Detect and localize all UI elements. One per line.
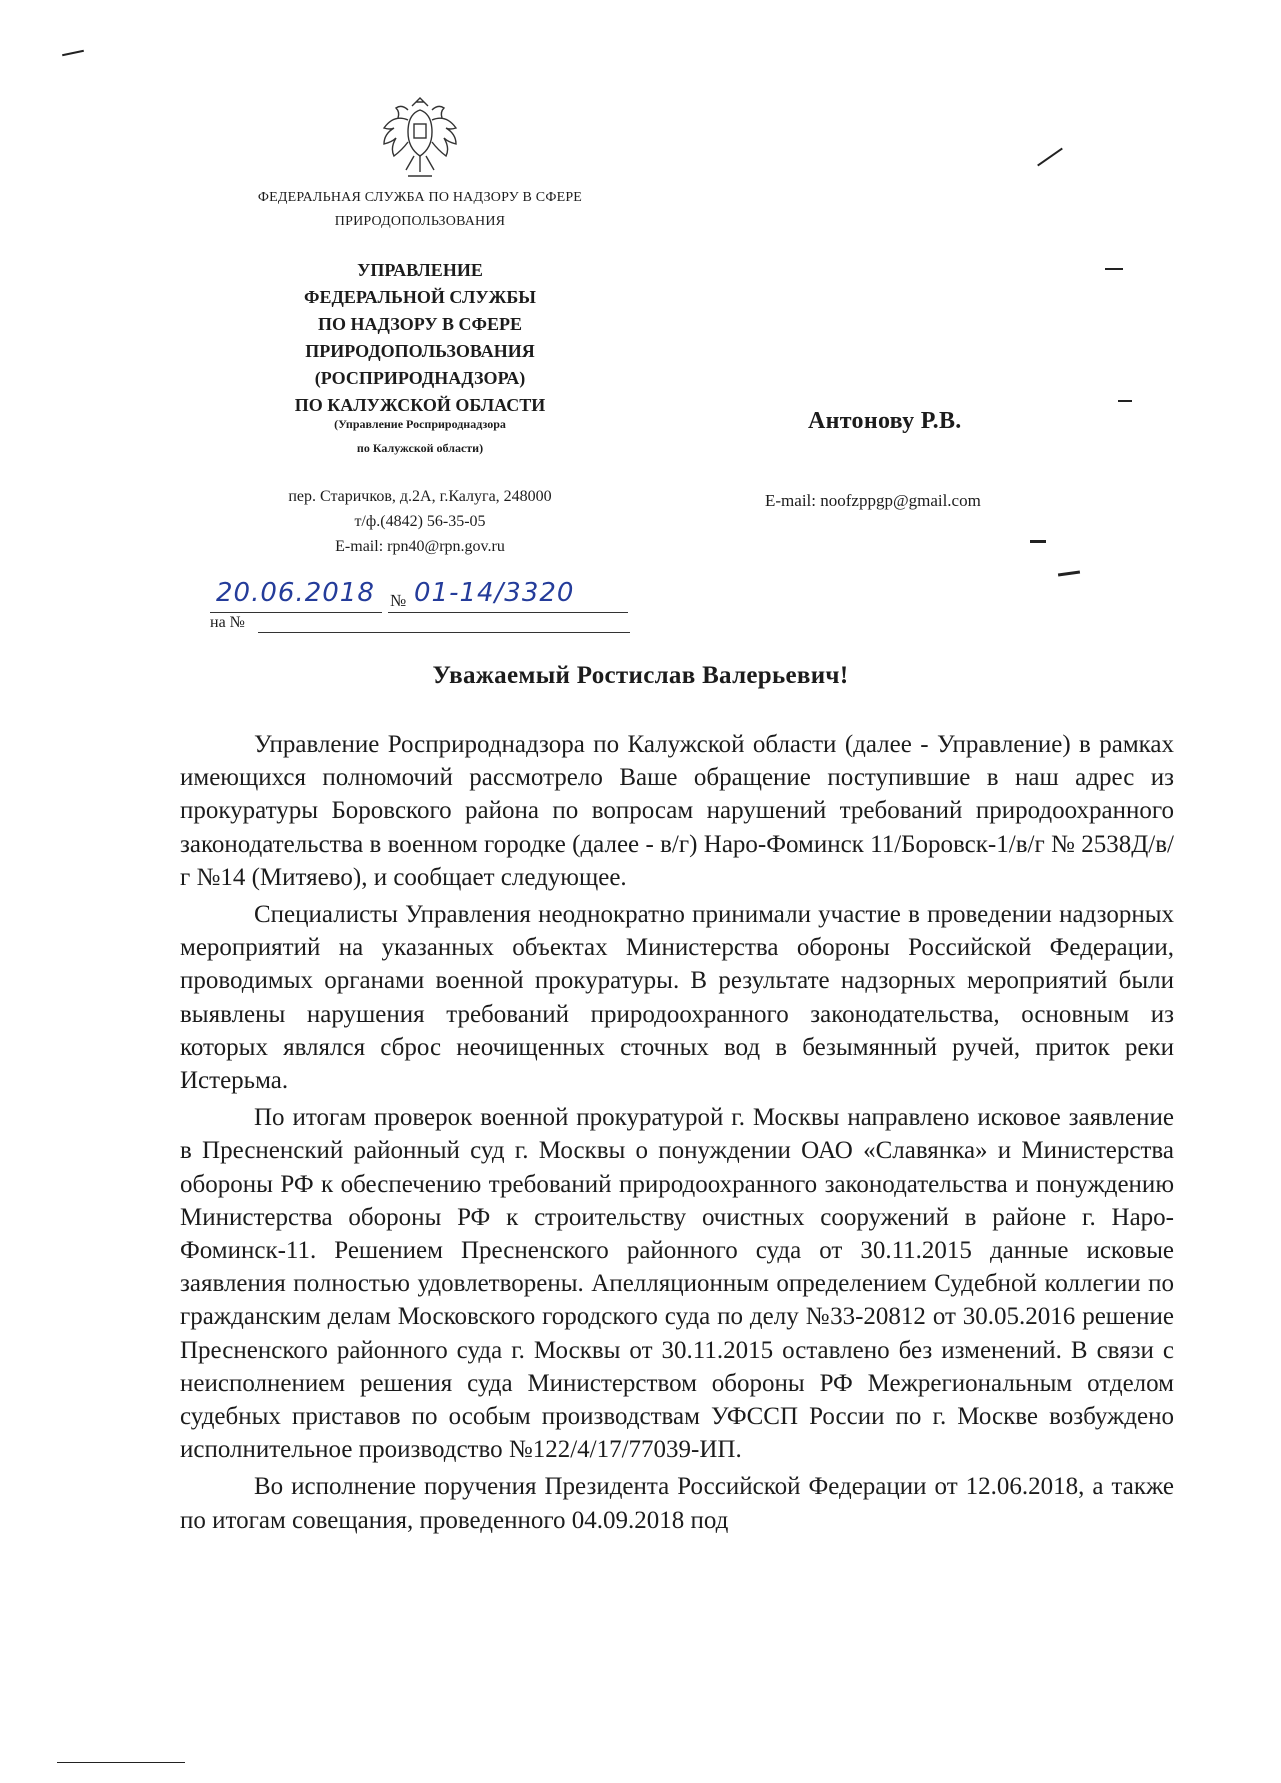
recipient-name: Антонову Р.В.	[808, 408, 962, 434]
department-line: ПО НАДЗОРУ В СФЕРЕ	[317, 314, 523, 334]
scan-speck	[1037, 148, 1063, 167]
letter-body	[180, 728, 1174, 1541]
in-reply-label: на №	[210, 614, 245, 631]
department-short-line: (Управление Росприроднадзора	[334, 417, 506, 431]
department-line: ПРИРОДОПОЛЬЗОВАНИЯ	[305, 341, 535, 361]
department-short-line: по Калужской области)	[356, 441, 484, 455]
phone-line: т/ф.(4842) 56-35-05	[354, 513, 486, 530]
scan-speck	[62, 50, 84, 57]
outgoing-reference	[210, 578, 640, 638]
recipient-email: E-mail: noofzppgp@gmail.com	[765, 491, 981, 510]
scan-speck	[1118, 400, 1132, 402]
scan-speck	[1058, 570, 1080, 576]
email-line: E-mail: rpn40@rpn.gov.ru	[335, 538, 505, 555]
scan-speck	[1030, 540, 1046, 543]
footnote-divider	[57, 1762, 185, 1763]
number-sign: №	[390, 591, 407, 610]
number-line	[388, 612, 628, 613]
agency-line: ФЕДЕРАЛЬНАЯ СЛУЖБА ПО НАДЗОРУ В СФЕРЕ	[257, 190, 583, 205]
address-line: пер. Старичков, д.2А, г.Калуга, 248000	[288, 488, 552, 505]
coat-of-arms-icon	[378, 92, 462, 182]
in-reply-line	[258, 632, 630, 633]
body-paragraph: Во исполнение поручения Президента Российской Федерации от 12.06.2018, а также по итогам совещания, проведенного 04.09.2018 под	[180, 1473, 1174, 1534]
body-paragraph: По итогам проверок военной прокуратурой г. Москвы направлено исковое заявление в Пресненский районный суд г. Москвы о понуждении ОАО «Славянка» и Министерства обороны РФ к обеспечению требований природоохранного законодательства и понуждению Министерства обороны РФ к строительству очистных сооружений в районе г. Наро-Фоминск-11. Решением Пресненского районного суда от 30.11.2015 данные исковые заявления полностью удовлетворены. Апелляционным определением Судебной коллегии по гражданским делам Московского городского суда по делу №33-20812 от 30.05.2016 решение Пресненского районного суда г. Москвы от 30.11.2015 оставлено без изменений. В связи с неисполнением решения суда Министерством обороны РФ Межрегиональным отделом судебных приставов по особым производствам УФССП России по г. Москве возбуждено исполнительное производство №122/4/17/77039-ИП.	[180, 1104, 1174, 1464]
body-paragraph: Специалисты Управления неоднократно принимали участие в проведении надзорных мероприятий на указанных объектах Министерства обороны Российской Федерации, проводимых органами военной прокуратуры. В результате надзорных мероприятий были выявлены нарушения требований природоохранного законодательства, основным из которых являлся сброс неочищенных сточных вод в безымянный ручей, приток реки Истерьма.	[180, 901, 1174, 1095]
sender-address	[230, 484, 610, 559]
agency-name	[200, 186, 640, 234]
department-name	[245, 257, 595, 419]
department-short-name	[245, 412, 595, 460]
agency-line: ПРИРОДОПОЛЬЗОВАНИЯ	[334, 214, 506, 229]
department-line: УПРАВЛЕНИЕ	[357, 260, 483, 280]
department-line: (РОСПРИРОДНАДЗОРА)	[314, 368, 526, 388]
handwritten-date: 20.06.2018	[216, 578, 375, 608]
date-line	[210, 612, 382, 613]
department-line: ПО КАЛУЖСКОЙ ОБЛАСТИ	[294, 395, 546, 415]
scan-speck	[1105, 268, 1123, 270]
department-line: ФЕДЕРАЛЬНОЙ СЛУЖБЫ	[304, 287, 536, 307]
salutation: Уважаемый Ростислав Валерьевич!	[432, 662, 849, 689]
body-paragraph: Управление Росприроднадзора по Калужской области (далее - Управление) в рамках имеющихся полномочий рассмотрело Ваше обращение поступившие в наш адрес из прокуратуры Боровского района по вопросам нарушений требований природоохранного законодательства в военном городке (далее - в/г) Наро-Фоминск 11/Боровск-1/в/г № 2538Д/в/г №14 (Митяево), и сообщает следующее.	[180, 731, 1174, 891]
handwritten-number: 01-14/3320	[414, 578, 575, 608]
